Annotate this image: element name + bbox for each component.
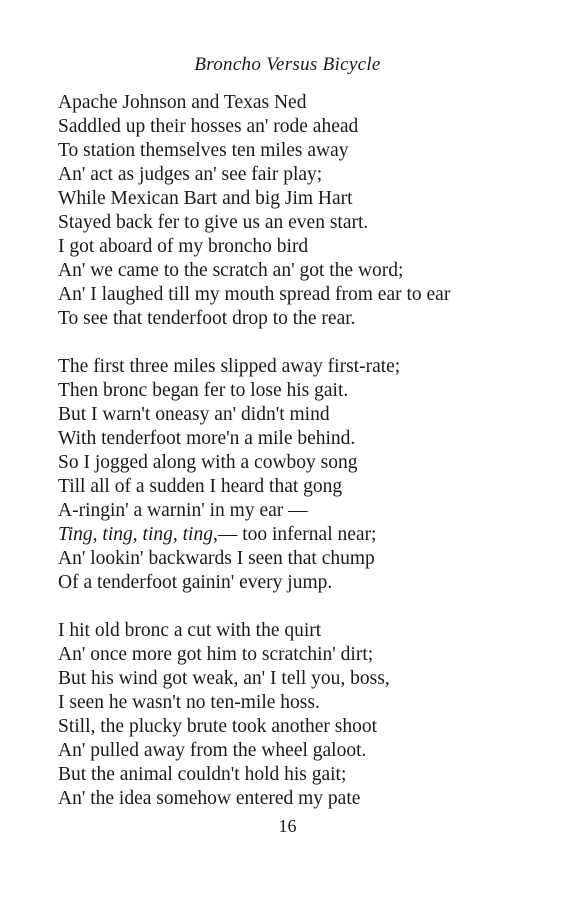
poem-line: An' once more got him to scratchin' dirt; xyxy=(58,644,374,665)
poem-line: While Mexican Bart and big Jim Hart xyxy=(58,188,353,209)
poem-title: Broncho Versus Bicycle xyxy=(194,54,381,75)
poem-line: To see that tenderfoot drop to the rear. xyxy=(58,308,356,329)
poem-line: I hit old bronc a cut with the quirt xyxy=(58,620,322,641)
poem-line: An' I laughed till my mouth spread from ear to ear xyxy=(58,284,451,305)
poem-line: I got aboard of my broncho bird xyxy=(58,236,309,257)
poem-line: An' we came to the scratch an' got the word; xyxy=(58,260,404,281)
poem-line: An' act as judges an' see fair play; xyxy=(58,164,323,185)
poem-line: An' the idea somehow entered my pate xyxy=(58,788,361,809)
poem-body xyxy=(58,91,558,811)
stanza-break xyxy=(58,331,558,355)
poem-line: Then bronc began fer to lose his gait. xyxy=(58,380,349,401)
poem-line: With tenderfoot more'n a mile behind. xyxy=(58,428,356,449)
poem-line-italic xyxy=(58,523,558,547)
poem-line: An' lookin' backwards I seen that chump xyxy=(58,548,375,569)
poem-line: Apache Johnson and Texas Ned xyxy=(58,92,307,113)
stanza xyxy=(58,355,558,595)
poem-line: Saddled up their hosses an' rode ahead xyxy=(58,116,359,137)
refrain-continuation: — too infernal near; xyxy=(217,524,377,545)
poem-line: But I warn't oneasy an' didn't mind xyxy=(58,404,330,425)
italic-refrain: Ting, ting, ting, ting, xyxy=(58,524,218,545)
stanza xyxy=(58,91,558,331)
poem-line: To station themselves ten miles away xyxy=(58,140,349,161)
page-number: 16 xyxy=(278,816,297,836)
poem-line: So I jogged along with a cowboy song xyxy=(58,452,358,473)
stanza xyxy=(58,619,558,811)
poem-line: But his wind got weak, an' I tell you, boss, xyxy=(58,668,390,689)
poem-line: I seen he wasn't no ten-mile hoss. xyxy=(58,692,320,713)
poem-line: But the animal couldn't hold his gait; xyxy=(58,764,347,785)
poem-line: The first three miles slipped away first-rate; xyxy=(58,356,401,377)
poem-line: Of a tenderfoot gainin' every jump. xyxy=(58,572,333,593)
poem-line: An' pulled away from the wheel galoot. xyxy=(58,740,367,761)
stanza-break xyxy=(58,595,558,619)
poem-line: Still, the plucky brute took another shoot xyxy=(58,716,377,737)
poem-line: Stayed back fer to give us an even start. xyxy=(58,212,369,233)
poem-line: A-ringin' a warnin' in my ear — xyxy=(58,500,308,521)
poem-line: Till all of a sudden I heard that gong xyxy=(58,476,343,497)
